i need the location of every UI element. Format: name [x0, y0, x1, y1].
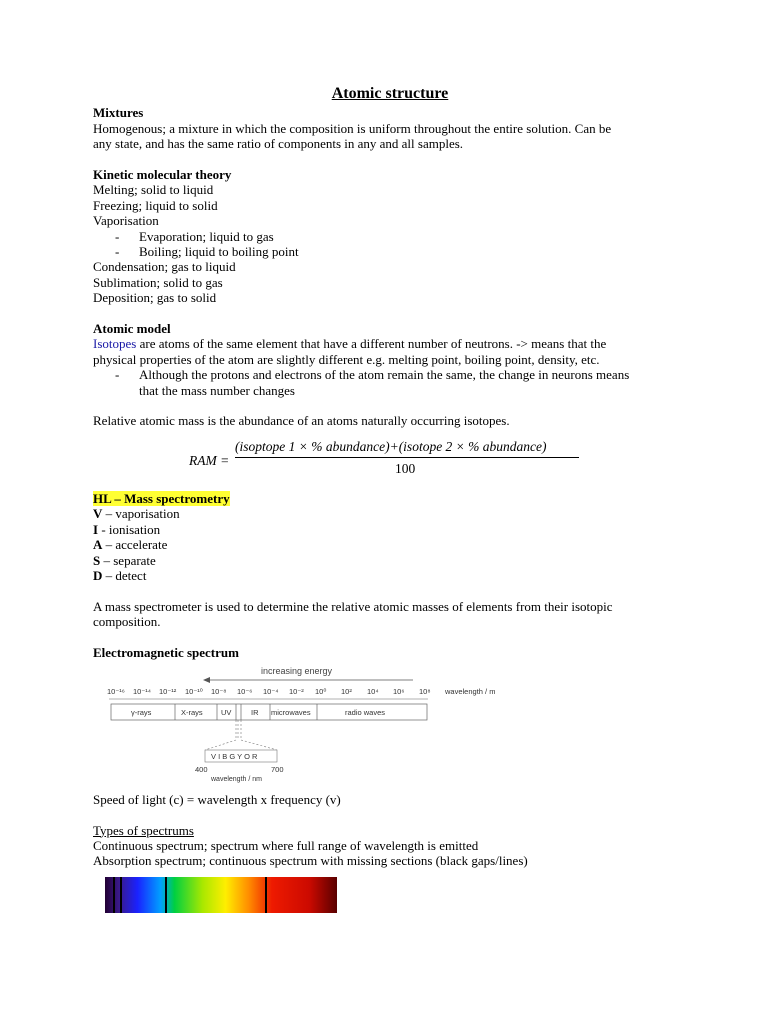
- speed-of-light-line: Speed of light (c) = wavelength x frequency (v): [93, 791, 341, 807]
- list-item: V – vaporisation: [93, 506, 180, 522]
- energy-arrowhead: [203, 677, 210, 683]
- em-spectrum-diagram: [95, 662, 507, 788]
- band-label: γ-rays: [131, 708, 152, 718]
- atomic-model-heading: Atomic model: [93, 321, 171, 337]
- paragraph-line: any state, and has the same ratio of components in any and all samples.: [93, 136, 464, 152]
- increasing-energy-label: increasing energy: [261, 666, 333, 677]
- paragraph-line: Absorption spectrum; continuous spectrum with missing sections (black gaps/lines): [93, 853, 528, 869]
- power-label: 10⁻¹⁰: [185, 687, 203, 697]
- paragraph-line: Isotopes are atoms of the same element that have a different number of neutrons. -> means that the: [93, 336, 607, 352]
- power-label: 10²: [341, 687, 352, 697]
- visible-unit-label: wavelength / nm: [211, 776, 262, 784]
- list-item: Deposition; gas to solid: [93, 290, 217, 306]
- mixtures-heading: Mixtures: [93, 105, 144, 121]
- band-label: X-rays: [181, 708, 203, 718]
- band-label: IR: [251, 708, 259, 718]
- list-item: A – accelerate: [93, 537, 168, 553]
- paragraph-line: composition.: [93, 614, 161, 630]
- list-item: Melting; solid to liquid: [93, 182, 214, 198]
- absorption-line: [113, 877, 115, 913]
- sub-list-item: - Although the protons and electrons of the atom remain the same, the change in neurons means: [115, 367, 630, 383]
- absorption-line: [265, 877, 267, 913]
- visible-max-label: 700: [271, 765, 284, 775]
- power-label: 10⁴: [367, 687, 379, 697]
- absorption-line: [165, 877, 167, 913]
- power-label: 10⁻⁴: [263, 687, 279, 697]
- list-item: Freezing; liquid to solid: [93, 197, 218, 213]
- list-item: Sublimation; solid to gas: [93, 274, 223, 290]
- paragraph-line: Relative atomic mass is the abundance of an atoms naturally occurring isotopes.: [93, 413, 510, 429]
- list-item: S – separate: [93, 552, 156, 568]
- formula-lhs: RAM =: [189, 452, 230, 468]
- spectrum-band: [105, 877, 337, 913]
- power-label: 10⁶: [393, 687, 405, 697]
- band-label: radio waves: [345, 708, 386, 718]
- power-label: 10⁰: [315, 687, 327, 697]
- paragraph-line: Homogenous; a mixture in which the composition is uniform throughout the entire solution. Can be: [93, 120, 612, 136]
- formula-denominator: 100: [395, 460, 416, 476]
- power-label: 10⁸: [419, 687, 431, 697]
- wavelength-unit-label: wavelength / m: [445, 687, 496, 697]
- absorption-spectrum-image: [105, 877, 337, 915]
- isotopes-term: Isotopes: [93, 336, 137, 352]
- formula-numerator: (isoptope 1 × % abundance)+(isotope 2 × % abundance): [235, 438, 547, 454]
- list-item: Condensation; gas to liquid: [93, 259, 236, 275]
- page-title: Atomic structure: [331, 85, 449, 102]
- vibgyor-label: V I B G Y O R: [211, 752, 258, 762]
- list-item: D – detect: [93, 567, 147, 583]
- em-heading: Electromagnetic spectrum: [93, 644, 239, 660]
- document-content: [93, 86, 693, 918]
- power-label: 10⁻⁶: [237, 687, 253, 697]
- power-label: 10⁻¹²: [159, 687, 177, 697]
- sub-list-item-continuation: that the mass number changes: [139, 382, 295, 398]
- absorption-line: [120, 877, 122, 913]
- ram-formula: [93, 437, 693, 485]
- power-label: 10⁻¹⁶: [107, 687, 125, 697]
- fraction-bar: [235, 457, 579, 458]
- sub-list-item: - Evaporation; liquid to gas: [115, 228, 274, 244]
- power-label: 10⁻¹⁴: [133, 687, 152, 697]
- visible-min-label: 400: [195, 765, 208, 775]
- list-item: I - ionisation: [93, 521, 161, 537]
- list-item: Vaporisation: [93, 213, 159, 229]
- kmt-heading: Kinetic molecular theory: [93, 167, 232, 183]
- sub-list-item: - Boiling; liquid to boiling point: [115, 244, 299, 260]
- power-label: 10⁻⁸: [211, 687, 227, 697]
- band-label: microwaves: [271, 708, 311, 718]
- paragraph-line: physical properties of the atom are slightly different e.g. melting point, boiling point, density, etc.: [93, 351, 600, 367]
- band-label: UV: [221, 708, 232, 718]
- mass-spec-heading: HL – Mass spectrometry: [93, 490, 230, 506]
- types-heading: Types of spectrums: [93, 822, 194, 838]
- paragraph-line: A mass spectrometer is used to determine the relative atomic masses of elements from their isotopic: [93, 598, 613, 614]
- paragraph-line: Continuous spectrum; spectrum where full range of wavelength is emitted: [93, 837, 479, 853]
- power-label: 10⁻²: [289, 687, 304, 697]
